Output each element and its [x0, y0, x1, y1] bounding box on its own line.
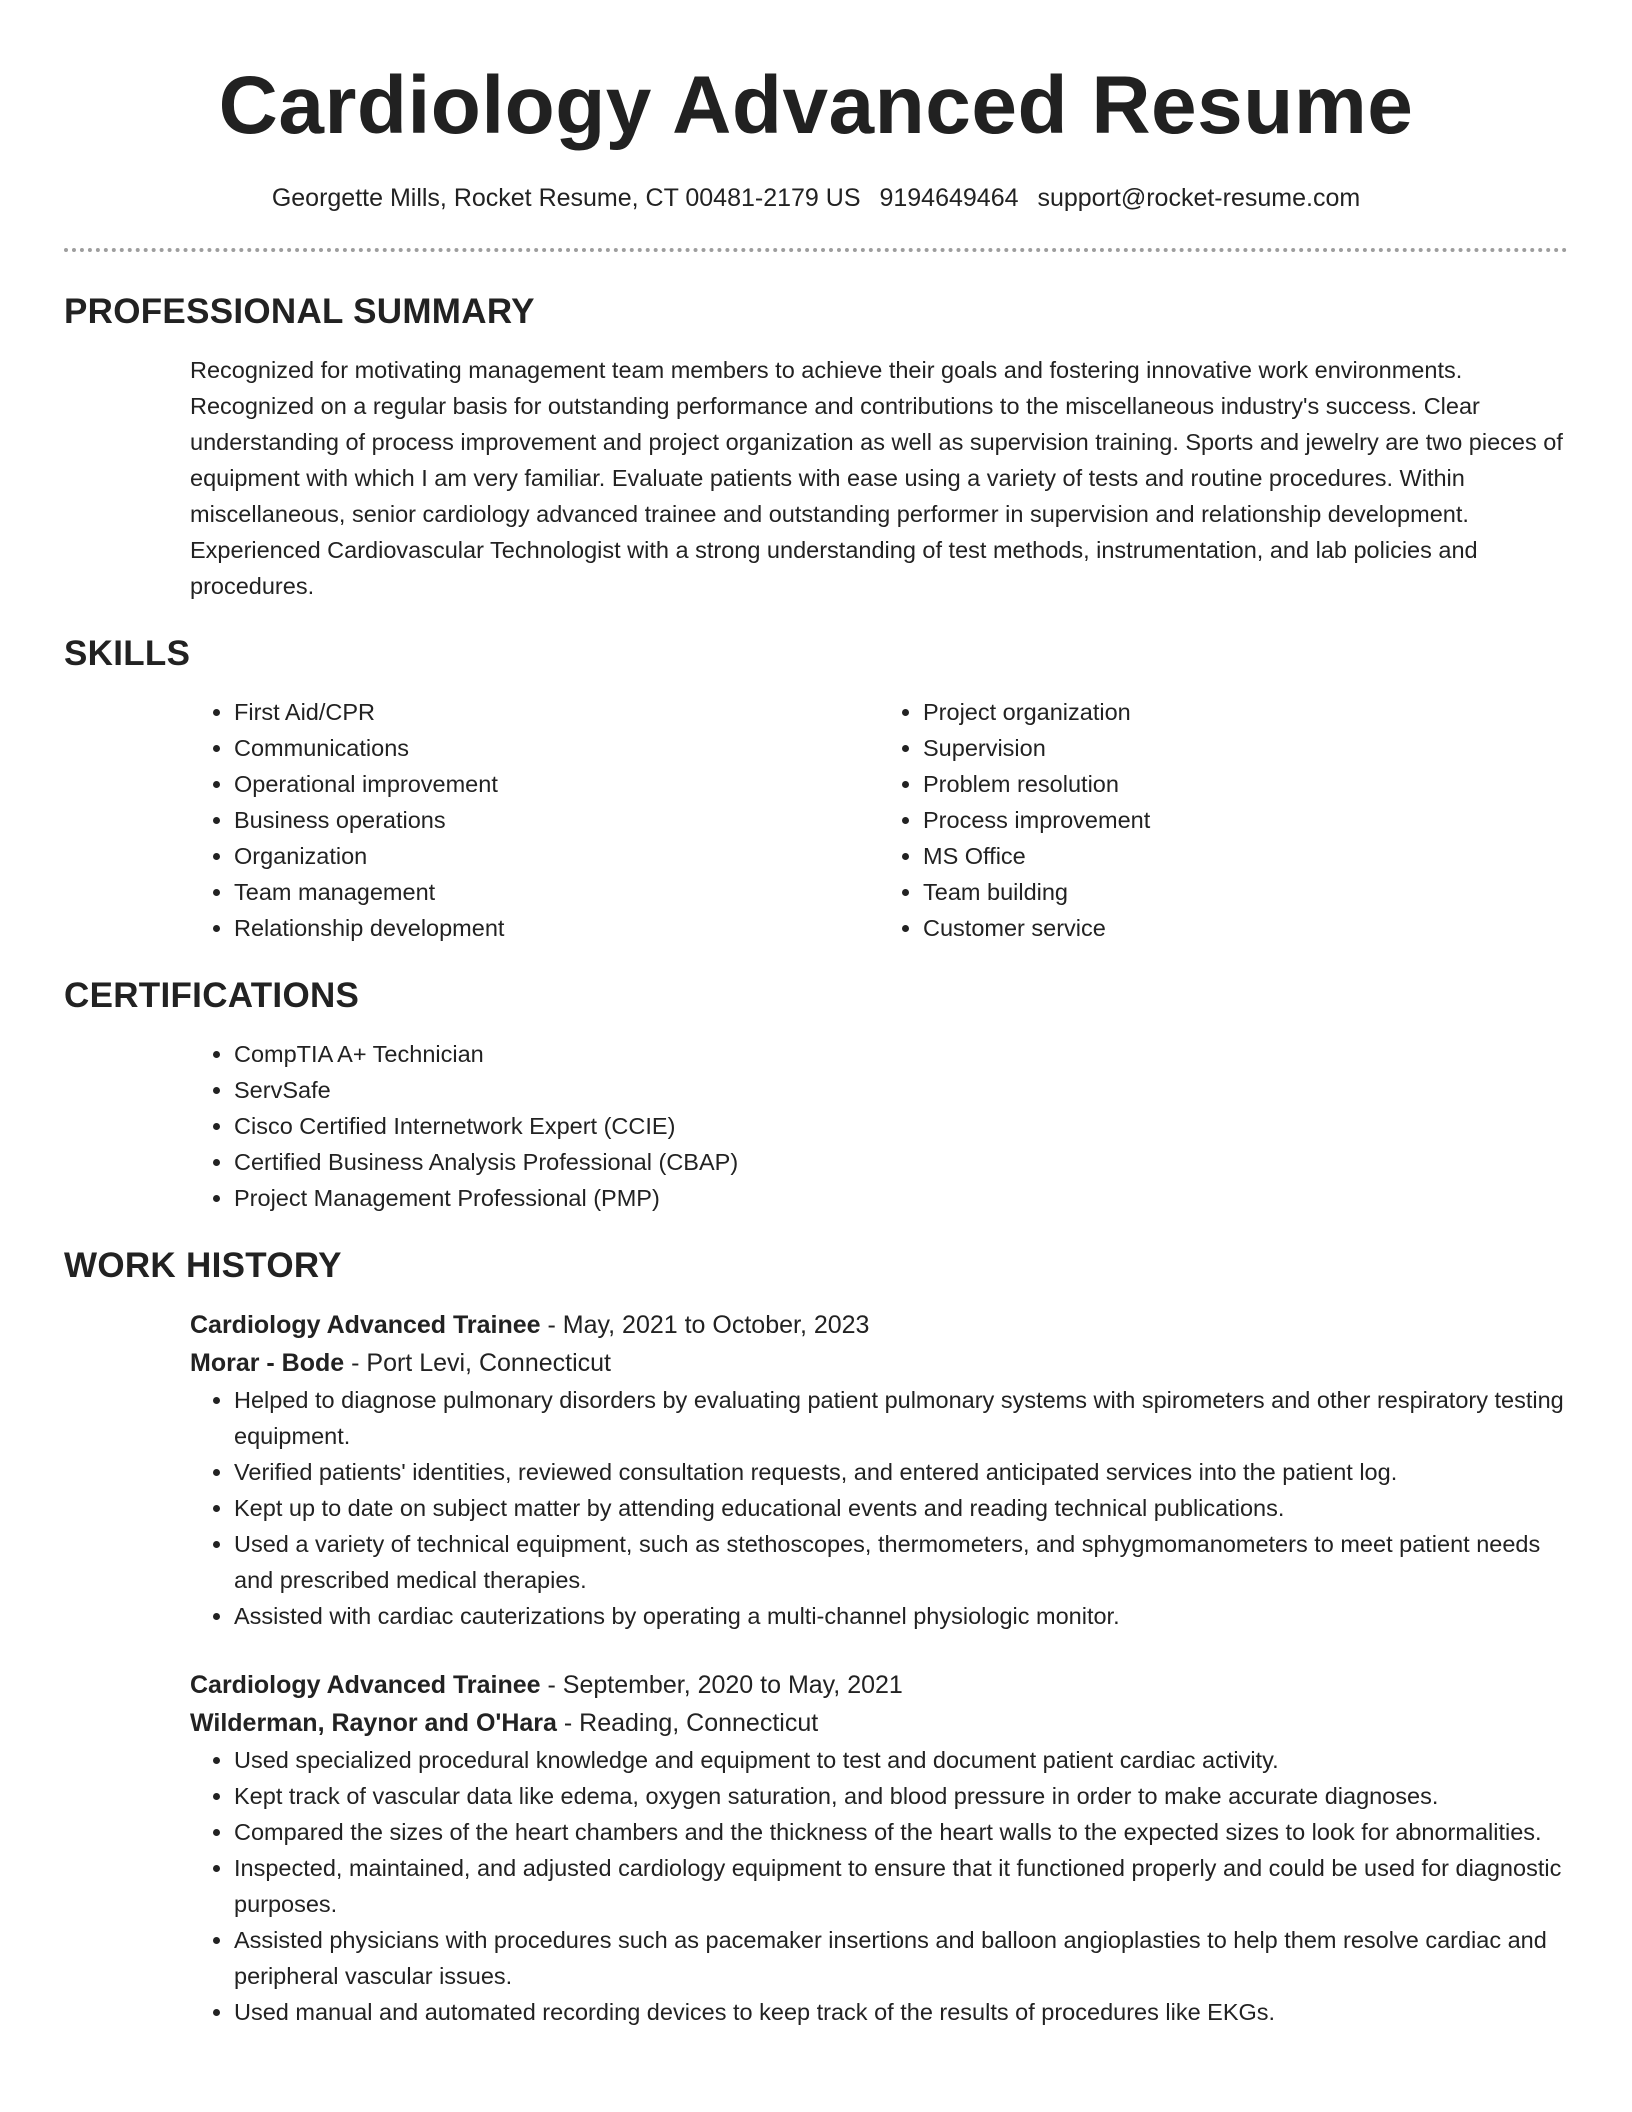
job-location: - Reading, Connecticut — [556, 1709, 819, 1737]
skill-item: • Organization — [234, 838, 879, 874]
job-bullets — [190, 1382, 1568, 1634]
certification-item: • Certified Business Analysis Professional (CBAP) — [234, 1144, 1568, 1180]
job-bullet: • Assisted with cardiac cauterizations by operating a multi-channel physiologic monitor. — [234, 1598, 1568, 1634]
skill-item: • Team building — [923, 874, 1568, 910]
skill-item: • Team management — [234, 874, 879, 910]
summary-heading: PROFESSIONAL SUMMARY — [64, 292, 535, 331]
contact-phone: 9194649464 — [879, 184, 1019, 212]
work-history-heading: WORK HISTORY — [64, 1246, 342, 1285]
job-bullet: • Verified patients' identities, reviewed consultation requests, and entered anticipated services into the patient log. — [234, 1454, 1568, 1490]
contact-line — [64, 182, 1568, 214]
skills-section — [64, 632, 1568, 946]
job-company: Wilderman, Raynor and O'Hara — [190, 1709, 557, 1737]
resume-title: Cardiology Advanced Resume — [218, 60, 1414, 151]
skill-item: • Project organization — [923, 694, 1568, 730]
skills-grid — [64, 694, 1568, 946]
skill-item: • MS Office — [923, 838, 1568, 874]
skill-item: • Process improvement — [923, 802, 1568, 838]
skills-heading: SKILLS — [64, 634, 191, 673]
job-entry — [64, 1666, 1568, 2030]
job-bullet: • Inspected, maintained, and adjusted cardiology equipment to ensure that it functioned properly and could be used for diagnostic purposes. — [234, 1850, 1568, 1922]
skill-item: • Customer service — [923, 910, 1568, 946]
job-bullet: • Compared the sizes of the heart chambers and the thickness of the heart walls to the expected sizes to look for abnormalities. — [234, 1814, 1568, 1850]
summary-text: Recognized for motivating management team members to achieve their goals and fostering innovative work environments. Recognized on a regular basis for outstanding performance and contributions to the miscellaneous industry's success. Clear understanding of process improvement and project organization as well as supervision training. Sports and jewelry are two pieces of equipment with which I am very familiar. Evaluate patients with ease using a variety of tests and routine procedures. Within miscellaneous, senior cardiology advanced trainee and outstanding performer in supervision and relationship development. Experienced Cardiovascular Technologist with a strong understanding of test methods, instrumentation, and lab policies and procedures. — [190, 357, 1563, 599]
job-entry — [64, 1306, 1568, 1634]
certifications-section — [64, 974, 1568, 1216]
job-title-line — [190, 1306, 1568, 1344]
certification-item: • CompTIA A+ Technician — [234, 1036, 1568, 1072]
work-history-section — [64, 1244, 1568, 2030]
skills-list-right — [879, 694, 1568, 946]
job-bullet: • Kept up to date on subject matter by attending educational events and reading technical publications. — [234, 1490, 1568, 1526]
skill-item: • Business operations — [234, 802, 879, 838]
skills-list-left — [190, 694, 879, 946]
job-bullet: • Helped to diagnose pulmonary disorders by evaluating patient pulmonary systems with spirometers and other respiratory testing equipment. — [234, 1382, 1568, 1454]
job-title: Cardiology Advanced Trainee — [190, 1311, 541, 1339]
skill-item: • Relationship development — [234, 910, 879, 946]
job-bullet: • Used specialized procedural knowledge and equipment to test and document patient cardiac activity. — [234, 1742, 1568, 1778]
job-bullet: • Assisted physicians with procedures such as pacemaker insertions and balloon angioplasties to help them resolve cardiac and peripheral vascular issues. — [234, 1922, 1568, 1994]
job-location: - Port Levi, Connecticut — [344, 1349, 611, 1377]
job-company: Morar - Bode — [190, 1349, 345, 1377]
certification-item: • ServSafe — [234, 1072, 1568, 1108]
certification-item: • Cisco Certified Internetwork Expert (CCIE) — [234, 1108, 1568, 1144]
job-title-line — [190, 1666, 1568, 1704]
header-divider — [64, 248, 1568, 252]
contact-email: support@rocket-resume.com — [1037, 184, 1361, 212]
job-title: Cardiology Advanced Trainee — [190, 1671, 541, 1699]
job-bullet: • Kept track of vascular data like edema, oxygen saturation, and blood pressure in order to make accurate diagnoses. — [234, 1778, 1568, 1814]
skill-item: • Communications — [234, 730, 879, 766]
skill-item: • Operational improvement — [234, 766, 879, 802]
certifications-heading: CERTIFICATIONS — [64, 976, 360, 1015]
job-bullet: • Used manual and automated recording devices to keep track of the results of procedures like EKGs. — [234, 1994, 1568, 2030]
skill-item: • Supervision — [923, 730, 1568, 766]
skill-item: • First Aid/CPR — [234, 694, 879, 730]
contact-address: Georgette Mills, Rocket Resume, CT 00481-2179 US — [271, 184, 861, 212]
job-company-line — [190, 1344, 1568, 1382]
job-bullets — [190, 1742, 1568, 2030]
job-dates: - May, 2021 to October, 2023 — [540, 1311, 870, 1339]
certification-item: • Project Management Professional (PMP) — [234, 1180, 1568, 1216]
job-dates: - September, 2020 to May, 2021 — [540, 1671, 903, 1699]
job-company-line — [190, 1704, 1568, 1742]
skill-item: • Problem resolution — [923, 766, 1568, 802]
certifications-list — [190, 1036, 1568, 1216]
job-bullet: • Used a variety of technical equipment, such as stethoscopes, thermometers, and sphygmomanometers to meet patient needs and prescribed medical therapies. — [234, 1526, 1568, 1598]
summary-section — [64, 290, 1568, 604]
